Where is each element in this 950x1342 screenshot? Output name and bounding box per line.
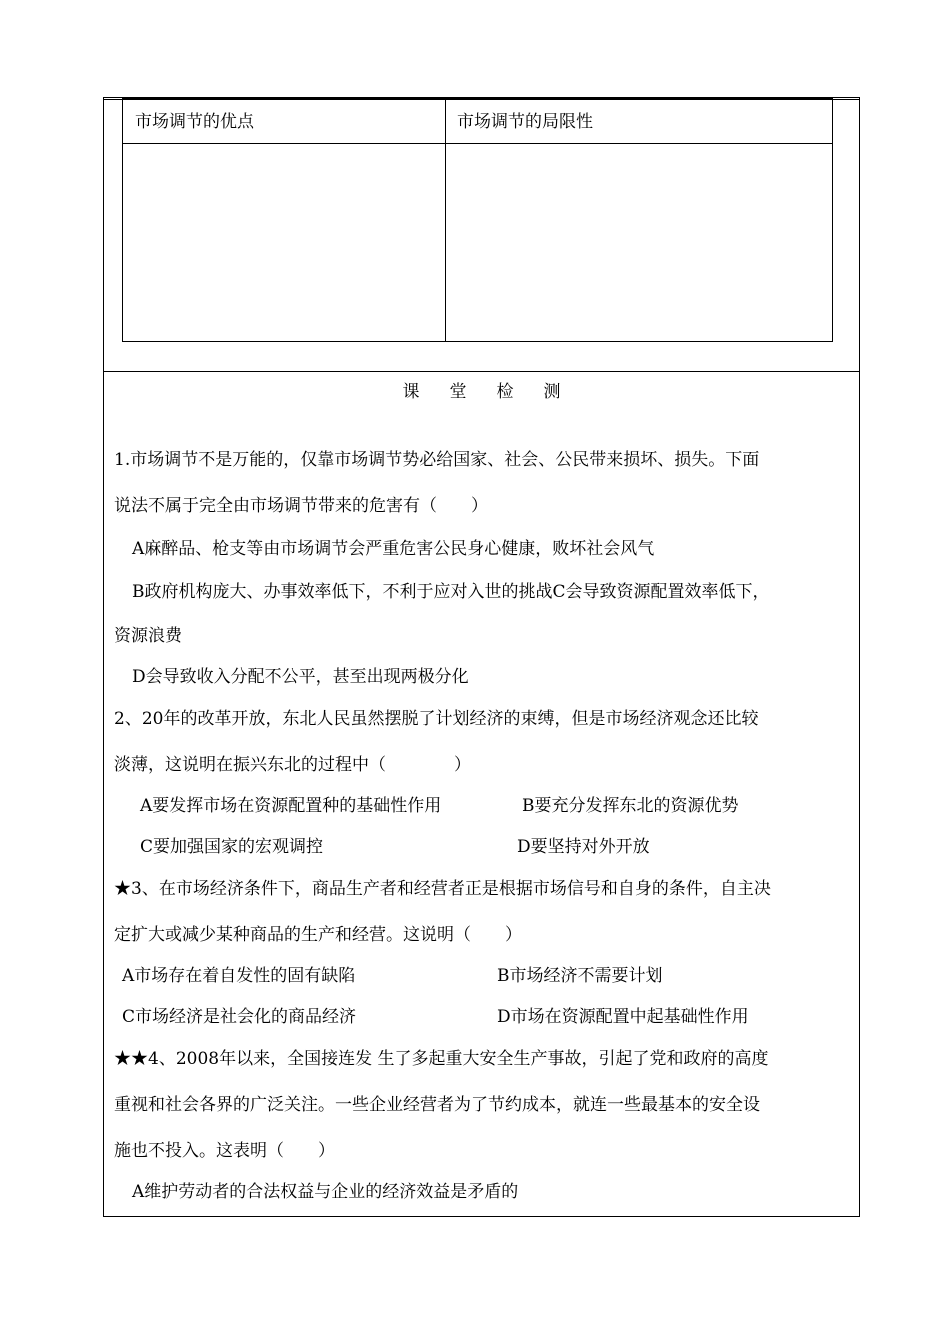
table-header-advantages: 市场调节的优点 [135,112,254,132]
q2-stem-line1: 2、20年的改革开放，东北人民虽然摆脱了计划经济的束缚，但是市场经济观念还比较 [114,709,759,729]
q1-option-c-cont: 资源浪费 [114,626,182,646]
q4-stem-line3: 施也不投入。这表明（ ） [114,1141,335,1161]
q2-option-d: D要坚持对外开放 [517,837,650,857]
comparison-table [122,98,833,342]
q2-option-c: C要加强国家的宏观调控 [140,837,324,857]
q2-option-a: A要发挥市场在资源配置种的基础性作用 [140,796,442,816]
q2-stem-line2: 淡薄，这说明在振兴东北的过程中（ ） [114,755,471,775]
q3-stem-line1: ★3、在市场经济条件下，商品生产者和经营者正是根据市场信号和自身的条件，自主决 [114,879,771,899]
q1-stem-line1: 1.市场调节不是万能的，仅靠市场调节势必给国家、社会、公民带来损坏、损失。下面 [114,450,760,470]
q3-option-b: B市场经济不需要计划 [497,966,663,986]
table-column-divider [445,99,446,341]
table-header-divider [123,143,832,144]
q1-option-d: D会导致收入分配不公平，甚至出现两极分化 [132,667,469,687]
section-title: 课堂检测 [402,382,591,402]
q3-option-d: D市场在资源配置中起基础性作用 [497,1007,749,1027]
q4-stem-line1: ★★4、2008年以来，全国接连发 生了多起重大安全生产事故，引起了党和政府的高度 [114,1049,769,1069]
q3-option-a: A市场存在着自发性的固有缺陷 [122,966,356,986]
q4-stem-line2: 重视和社会各界的广泛关注。一些企业经营者为了节约成本，就连一些最基本的安全设 [114,1095,760,1115]
q3-stem-line2: 定扩大或减少某种商品的生产和经营。这说明（ ） [114,925,522,945]
q1-option-b-c: B政府机构庞大、办事效率低下，不利于应对入世的挑战C会导致资源配置效率低下， [132,582,770,602]
q2-option-b: B要充分发挥东北的资源优势 [522,796,739,816]
q1-option-a: A麻醉品、枪支等由市场调节会严重危害公民身心健康，败坏社会风气 [132,539,655,559]
section-divider [103,371,860,372]
q4-option-a: A维护劳动者的合法权益与企业的经济效益是矛盾的 [132,1182,519,1202]
table-header-limitations: 市场调节的局限性 [457,112,593,132]
q1-stem-line2: 说法不属于完全由市场调节带来的危害有（ ） [114,496,488,516]
q3-option-c: C市场经济是社会化的商品经济 [122,1007,357,1027]
